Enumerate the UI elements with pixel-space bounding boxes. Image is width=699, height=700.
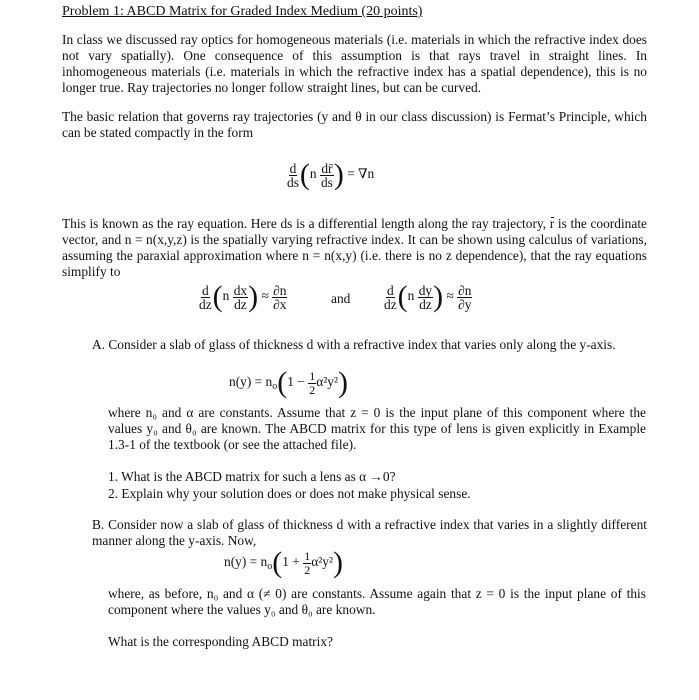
ray-text-part2: is the coordinate vector, and n = n(x,y,z) is the spatially varying refractive index. It can be shown using calculus of variations, assuming the paraxial approximation where n = n(x,y) (i.e. there is no z dependence), that the ray equations simplify to (62, 216, 647, 279)
part-a-question-2: 2. Explain why your solution does or does not make physical sense. (108, 486, 471, 501)
px-dn: ∂n (273, 282, 287, 298)
px-dx: dx (233, 282, 248, 298)
part-a-eq-inner-a: 1 − (287, 374, 305, 390)
py-dyp: ∂y (458, 296, 472, 312)
px-dxp: ∂x (273, 296, 287, 312)
px-n: n (222, 288, 230, 304)
part-b-eq-inner-b: α²y² (311, 554, 333, 570)
py-dn: ∂n (458, 282, 472, 298)
part-b-half-num: 1 (304, 548, 311, 563)
part-a-index-equation: $n(y) = n_o(1$ − $\frac{1}{2}$ α²y²) (229, 366, 348, 399)
part-a-eq-sub: o (272, 381, 278, 393)
problem-title: Problem 1: ABCD Matrix for Graded Index Medium (20 points) (62, 4, 423, 19)
part-a-eq-lhs: n(y) = n (229, 374, 273, 390)
part-a-half-num: 1 (309, 368, 316, 383)
part-b-text: where, as before, n₀ and α (≠ 0) are constants. Assume again that z = 0 is the input plane of this component where the values y₀ and θ₀ are known. (108, 586, 646, 617)
part-b-eq-sub: o (267, 561, 273, 573)
intro-paragraph: In class we discussed ray optics for homogeneous materials (i.e. materials in which the refractive index does not vary spatially). One consequence of this assumption is that rays travel in straight lines. In inhomogeneous materials (i.e. materials in which the refractive index has a spatial dependence), this is no longer true. Ray trajectories no longer follow straight lines, but can be curved. (62, 32, 647, 95)
py-approx: ≈ (446, 288, 454, 304)
ray-eq-n: n (309, 166, 317, 182)
py-dz: dz (384, 296, 397, 312)
part-a-half-den: 2 (309, 382, 316, 397)
ray-eq-dr: dr̄ (321, 160, 333, 176)
fermat-paragraph: The basic relation that governs ray trajectories (y and θ in our class discussion) is Fermat’s Principle, which can be stated compactly in the form (62, 109, 647, 140)
part-b-eq-inner-a: 1 + (282, 554, 300, 570)
part-b-heading: B. Consider now a slab of glass of thickness d with a refractive index that varies in a slightly different manner along the y-axis. Now, (92, 517, 647, 548)
ray-eq-rhs: = ∇n (347, 166, 375, 182)
paraxial-equation-x: $\frac{d}{dz}$ (n $\frac{dx}{dz}$ ) ≈ $\frac{\partial n}{\partial x}$ (199, 280, 287, 313)
px-d: d (201, 282, 209, 298)
px-approx: ≈ (261, 288, 269, 304)
part-b-question: What is the corresponding ABCD matrix? (108, 634, 333, 649)
part-a-text: where n₀ and α are constants. Assume that z = 0 is the input plane of this component where the values y₀ and θ₀ are known. The ABCD matrix for this type of lens is given explicitly in Example 1.3-1 of the textbook (or see the attached file). (108, 405, 646, 452)
part-b-half-den: 2 (304, 562, 311, 577)
part-a-eq-inner-b: α²y² (316, 374, 338, 390)
part-a-question-1: 1. What is the ABCD matrix for such a lens as α →0? (108, 469, 396, 484)
ray-eq-ds: ds (287, 174, 299, 190)
px-dz: dz (199, 296, 212, 312)
ray-eq-inner-fraction (320, 162, 334, 189)
paraxial-and: and (331, 291, 351, 306)
py-n: n (407, 288, 415, 304)
ray-text-part1: This is known as the ray equation. Here ds is a differential length along the ray trajectory, (62, 216, 547, 231)
part-b-index-equation: $n(y) = n_o(1$ + $\frac{1}{2}$ α²y²) (224, 546, 343, 579)
part-b-eq-lhs: n(y) = n (224, 554, 268, 570)
py-d: d (386, 282, 394, 298)
ray-equation-paragraph (62, 216, 647, 280)
ray-eq-d: d (289, 160, 297, 176)
px-dz-inner: dz (234, 296, 247, 312)
paraxial-equation-y: $\frac{d}{dz}$ (n $\frac{dy}{dz}$ ) ≈ $\frac{\partial n}{\partial y}$ (384, 280, 472, 313)
ray-eq-ds-inner: ds (320, 174, 333, 190)
py-dz-inner: dz (419, 296, 432, 312)
py-dy: dy (418, 282, 433, 298)
part-a-heading: A. Consider a slab of glass of thickness d with a refractive index that varies only along the y-axis. (92, 337, 616, 352)
ray-eq-outer-fraction (286, 162, 300, 189)
ray-equation: $\frac{d}{ds}$ (n $\frac{dr̄}{ds}$ ) = ∇n (287, 158, 375, 191)
r-vector-symbol: r (549, 216, 555, 231)
